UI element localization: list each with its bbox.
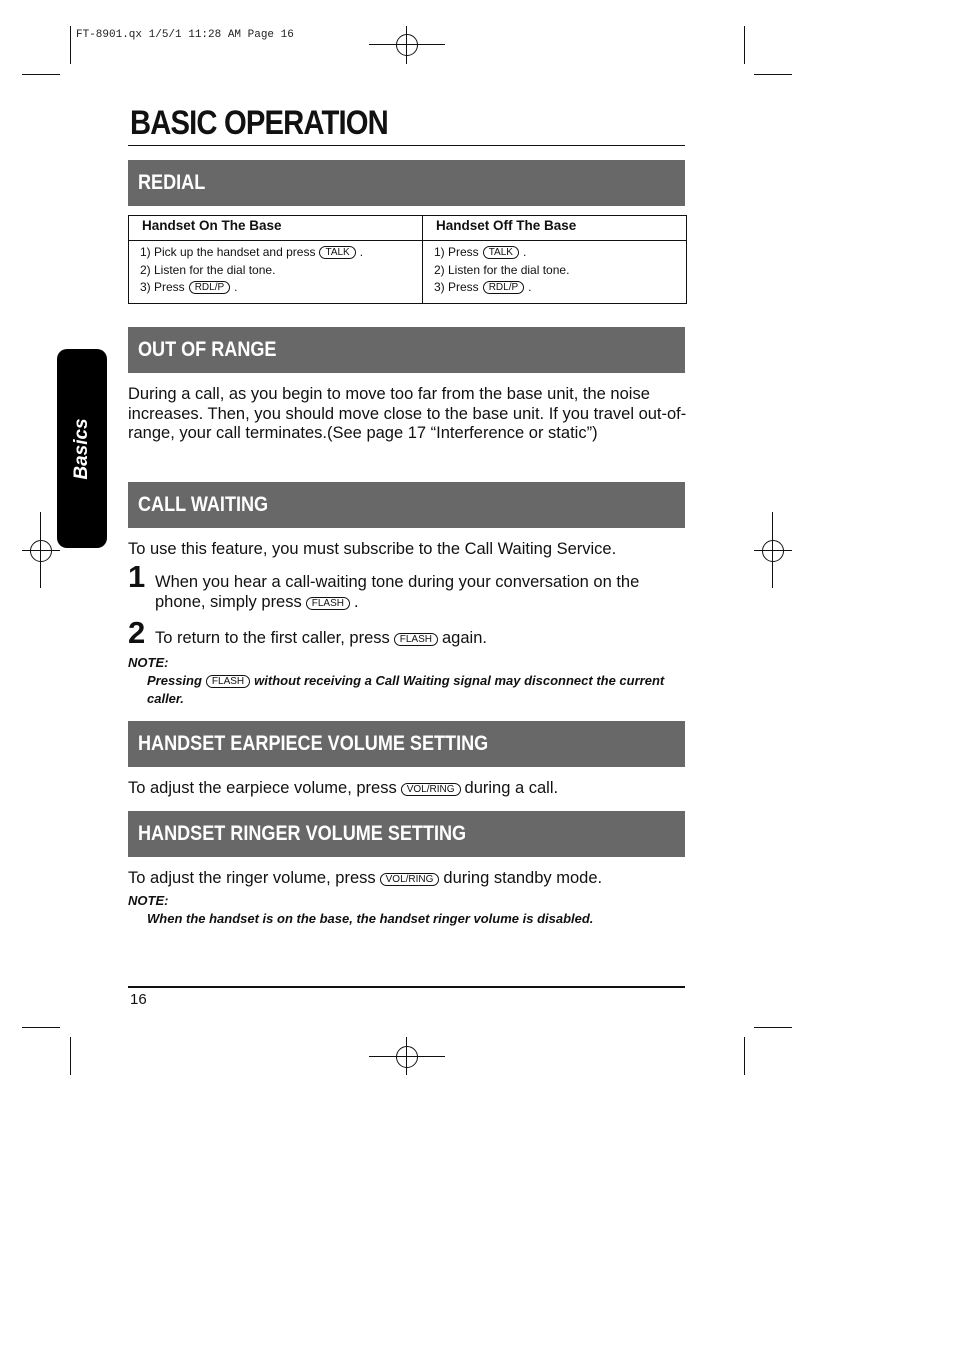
crop-mark [70, 26, 71, 64]
step-line: 1) Pick up the handset and press TALK . [140, 245, 364, 259]
section-heading: REDIAL [138, 171, 206, 194]
print-slug: FT-8901.qx 1/5/1 11:28 AM Page 16 [76, 29, 294, 41]
step-line: 1) Press TALK . [434, 245, 527, 259]
flash-key: FLASH [206, 675, 250, 688]
talk-key: TALK [319, 246, 355, 259]
step-line: 2) Listen for the dial tone. [434, 262, 570, 277]
note-text: Pressing FLASH without receiving a Call Waiting signal may disconnect the current caller. [147, 673, 665, 706]
step-number: 2 [128, 615, 146, 650]
crop-mark [754, 1027, 792, 1028]
step-number: 1 [128, 559, 146, 594]
step-text: When you hear a call-waiting tone during your conversation on the phone, simply press FLASH . [155, 573, 640, 611]
note-label: NOTE: [128, 655, 169, 670]
redial-table [128, 215, 687, 304]
step-text: To return to the first caller, press FLASH again. [155, 629, 487, 647]
registration-mark [30, 540, 52, 562]
ringer-text: To adjust the ringer volume, press VOL/RING during standby mode. [128, 869, 603, 887]
call-waiting-intro: To use this feature, you must subscribe to the Call Waiting Service. [128, 540, 617, 558]
side-tab-label: Basics [71, 417, 92, 480]
crop-mark [754, 74, 792, 75]
section-heading: OUT OF RANGE [138, 338, 277, 361]
page-title: BASIC OPERATION [130, 104, 388, 142]
flash-key: FLASH [394, 633, 438, 646]
step-line: 3) Press RDL/P . [140, 280, 238, 294]
page-number: 16 [130, 991, 147, 1008]
registration-mark [396, 1046, 418, 1068]
note-text: When the handset is on the base, the handset ringer volume is disabled. [147, 911, 594, 926]
title-rule [128, 145, 685, 146]
redial-key: RDL/P [483, 281, 524, 294]
column-header-on-base: Handset On The Base [129, 216, 423, 241]
redial-key: RDL/P [189, 281, 230, 294]
step-line: 3) Press RDL/P . [434, 280, 532, 294]
crop-mark [70, 1037, 71, 1075]
talk-key: TALK [483, 246, 519, 259]
section-header-redial [128, 160, 685, 206]
on-base-steps [129, 241, 423, 304]
section-header-out-of-range [128, 327, 685, 373]
section-heading: HANDSET EARPIECE VOLUME SETTING [138, 732, 489, 755]
crop-mark [22, 1027, 60, 1028]
column-header-off-base: Handset Off The Base [423, 216, 687, 241]
section-heading: CALL WAITING [138, 493, 269, 516]
flash-key: FLASH [306, 597, 350, 610]
crop-mark [22, 74, 60, 75]
out-of-range-text: During a call, as you begin to move too far from the base unit, the noise increases. Then, you should move close to the base unit. If you travel out-of-range, your call terminates.(See page 17 “Interference or static”) [128, 385, 687, 442]
registration-mark [762, 540, 784, 562]
registration-mark [396, 34, 418, 56]
vol-ring-key: VOL/RING [380, 873, 440, 886]
off-base-steps [423, 241, 687, 304]
note-label: NOTE: [128, 893, 169, 908]
section-header-ringer-volume [128, 811, 685, 857]
earpiece-text: To adjust the earpiece volume, press VOL/RING during a call. [128, 779, 559, 797]
footer-rule [128, 986, 685, 988]
crop-mark [744, 1037, 745, 1075]
section-header-earpiece-volume [128, 721, 685, 767]
step-line: 2) Listen for the dial tone. [140, 262, 276, 277]
vol-ring-key: VOL/RING [401, 783, 461, 796]
crop-mark [744, 26, 745, 64]
side-tab [57, 349, 107, 548]
section-heading: HANDSET RINGER VOLUME SETTING [138, 822, 467, 845]
section-header-call-waiting [128, 482, 685, 528]
